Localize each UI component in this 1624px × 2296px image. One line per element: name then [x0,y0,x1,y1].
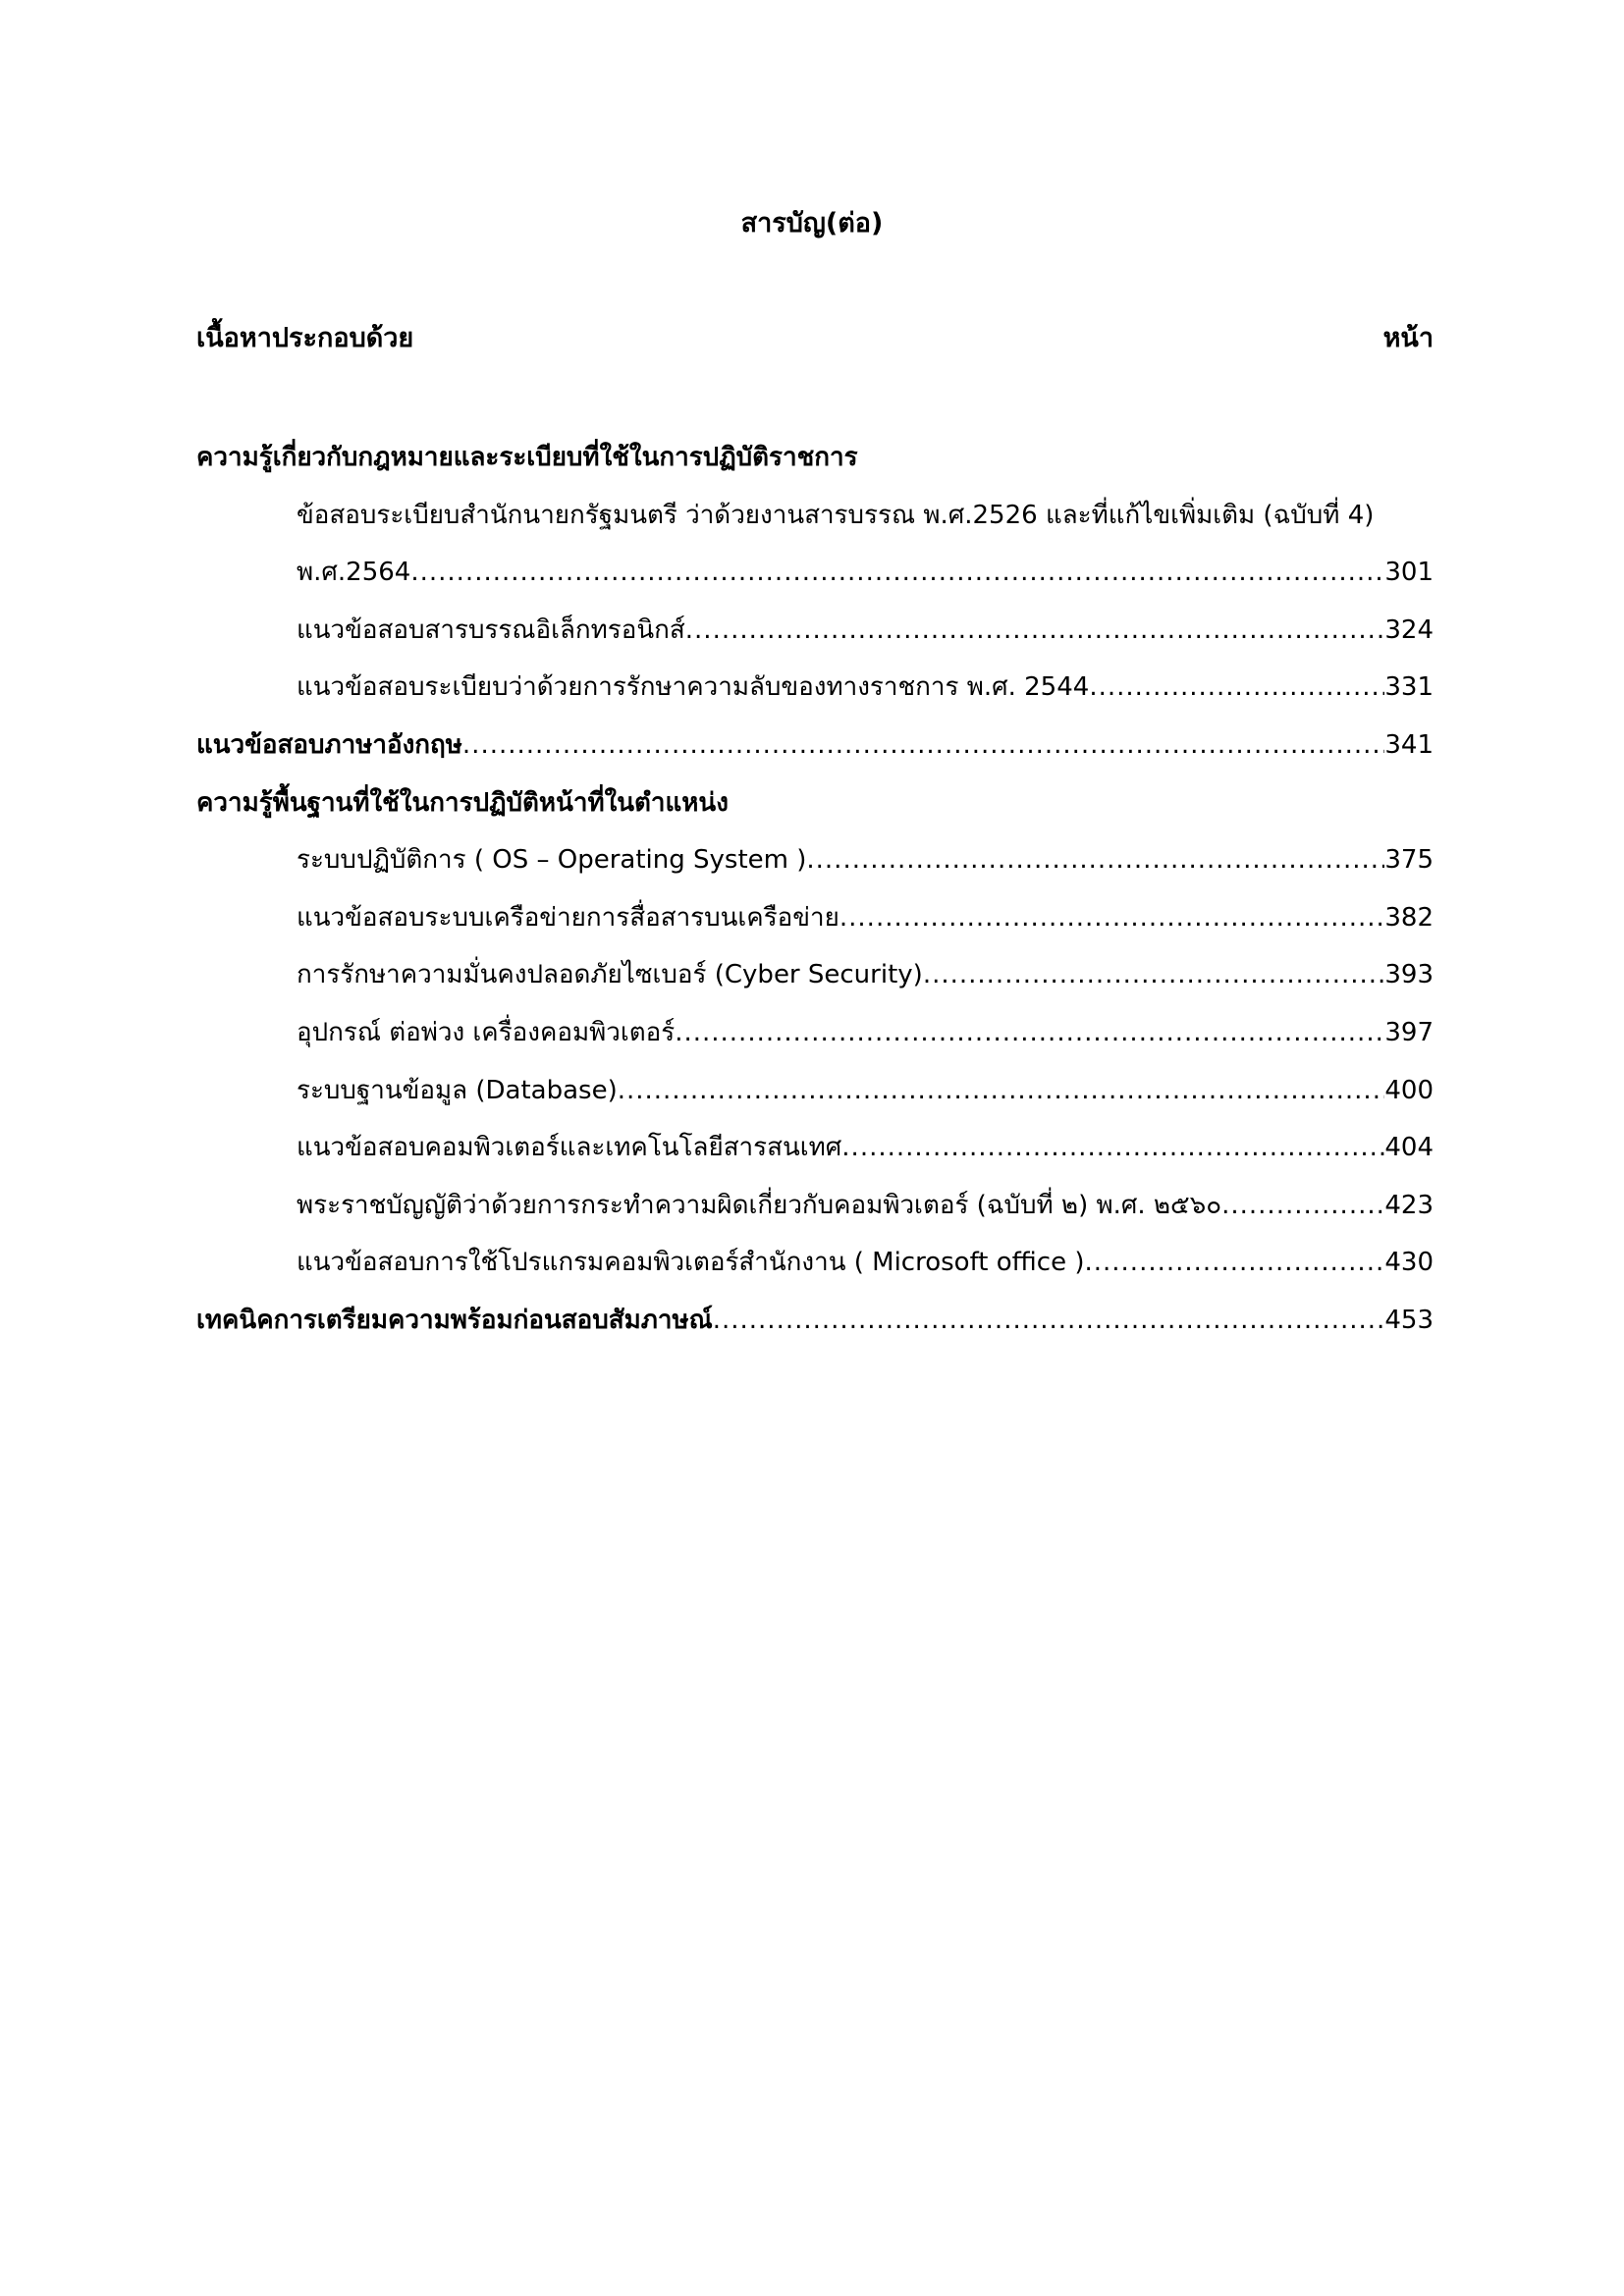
toc-entry[interactable] [196,544,1434,602]
toc-entry-title: แนวข้อสอบระบบเครือข่ายการสื่อสารบนเครือข่าย [297,902,839,933]
toc-entry[interactable] [196,1119,1434,1177]
toc-entry-title: แนวข้อสอบคอมพิวเตอร์และเทคโนโลยีสารสนเทศ [297,1133,842,1163]
toc-entry[interactable] [196,831,1434,889]
toc-entry[interactable] [196,1004,1434,1062]
dot-leader [1084,1234,1384,1292]
toc-entry-page-number: 341 [1384,729,1434,760]
toc-entry[interactable] [196,946,1434,1004]
toc-entry[interactable] [196,602,1434,660]
toc-entry-page-number: 382 [1384,902,1434,933]
dot-leader [410,544,1384,602]
toc-entry-title: เทคนิคการเตรียมความพร้อมก่อนสอบสัมภาษณ์ [196,1305,713,1335]
dot-leader [618,1062,1385,1120]
toc-entry[interactable] [196,889,1434,947]
toc-entry-page-number: 400 [1384,1075,1434,1105]
dot-leader [923,946,1385,1004]
toc-entry-title: แนวข้อสอบระเบียบว่าด้วยการรักษาความลับของทางราชการ พ.ศ. 2544 [297,672,1090,703]
dot-leader [462,717,1384,774]
toc-entry-page-number: 393 [1384,960,1434,990]
dot-leader [839,889,1384,947]
toc-entry[interactable] [196,659,1434,717]
dot-leader [685,602,1385,660]
toc-entry[interactable] [196,1292,1434,1350]
dot-leader [713,1292,1385,1350]
toc-entry-title: ระบบปฏิบัติการ ( OS – Operating System ) [297,845,807,876]
toc-entry-title: พ.ศ.2564 [297,558,411,588]
toc-entry-page-number: 397 [1384,1017,1434,1047]
toc-entry-title: พระราชบัญญัติว่าด้วยการกระทำความผิดเกี่ยวกับคอมพิวเตอร์ (ฉบับที่ ๒) พ.ศ. ๒๕๖๐ [297,1190,1222,1220]
toc-entry[interactable] [196,429,1434,487]
toc-entry-page-number: 453 [1384,1305,1434,1335]
dot-leader [841,1119,1384,1177]
toc-entry-page-number: 423 [1384,1190,1434,1220]
dot-leader [675,1004,1384,1062]
toc-entry[interactable] [196,1177,1434,1235]
toc-entry-title: อุปกรณ์ ต่อพ่วง เครื่องคอมพิวเตอร์ [297,1017,676,1047]
toc-entry-title: ความรู้พื้นฐานที่ใช้ในการปฏิบัติหน้าที่ในตำแหน่ง [196,787,729,818]
toc-entry-title: ความรู้เกี่ยวกับกฎหมายและระเบียบที่ใช้ในการปฏิบัติราชการ [196,443,858,472]
toc-entry-page-number: 331 [1384,672,1434,703]
toc-entry-title: แนวข้อสอบสารบรรณอิเล็กทรอนิกส์ [297,614,685,645]
page-title: สารบัญ(ต่อ) [740,208,884,239]
toc-entry[interactable] [196,717,1434,774]
toc-entry[interactable] [196,1234,1434,1292]
toc-entry[interactable] [196,1062,1434,1120]
toc-entry[interactable] [196,774,1434,832]
toc-entry-title: ระบบฐานข้อมูล (Database) [297,1075,618,1105]
dot-leader [1221,1177,1384,1235]
toc-header [196,314,1434,363]
toc-entry-page-number: 404 [1384,1133,1434,1163]
toc-header-contents-label: เนื้อหาประกอบด้วย [196,323,414,353]
toc-entry-page-number: 430 [1384,1248,1434,1278]
toc-entry-page-number: 301 [1384,558,1434,588]
toc-entry-title: การรักษาความมั่นคงปลอดภัยไซเบอร์ (Cyber Security) [297,960,923,990]
dot-leader [1089,659,1384,717]
table-of-contents [196,429,1434,1350]
toc-entry-title: ข้อสอบระเบียบสำนักนายกรัฐมนตรี ว่าด้วยงานสารบรรณ พ.ศ.2526 และที่แก้ไขเพิ่มเติม (ฉบับที่ 4) [297,500,1375,530]
toc-entry[interactable] [196,487,1434,545]
toc-entry-title: แนวข้อสอบการใช้โปรแกรมคอมพิวเตอร์สำนักงาน ( Microsoft office ) [297,1248,1085,1278]
dot-leader [806,831,1384,889]
toc-entry-title: แนวข้อสอบภาษาอังกฤษ [196,729,462,760]
toc-entry-page-number: 375 [1384,845,1434,876]
toc-entry-page-number: 324 [1384,614,1434,645]
toc-header-page-label: หน้า [1382,323,1434,353]
